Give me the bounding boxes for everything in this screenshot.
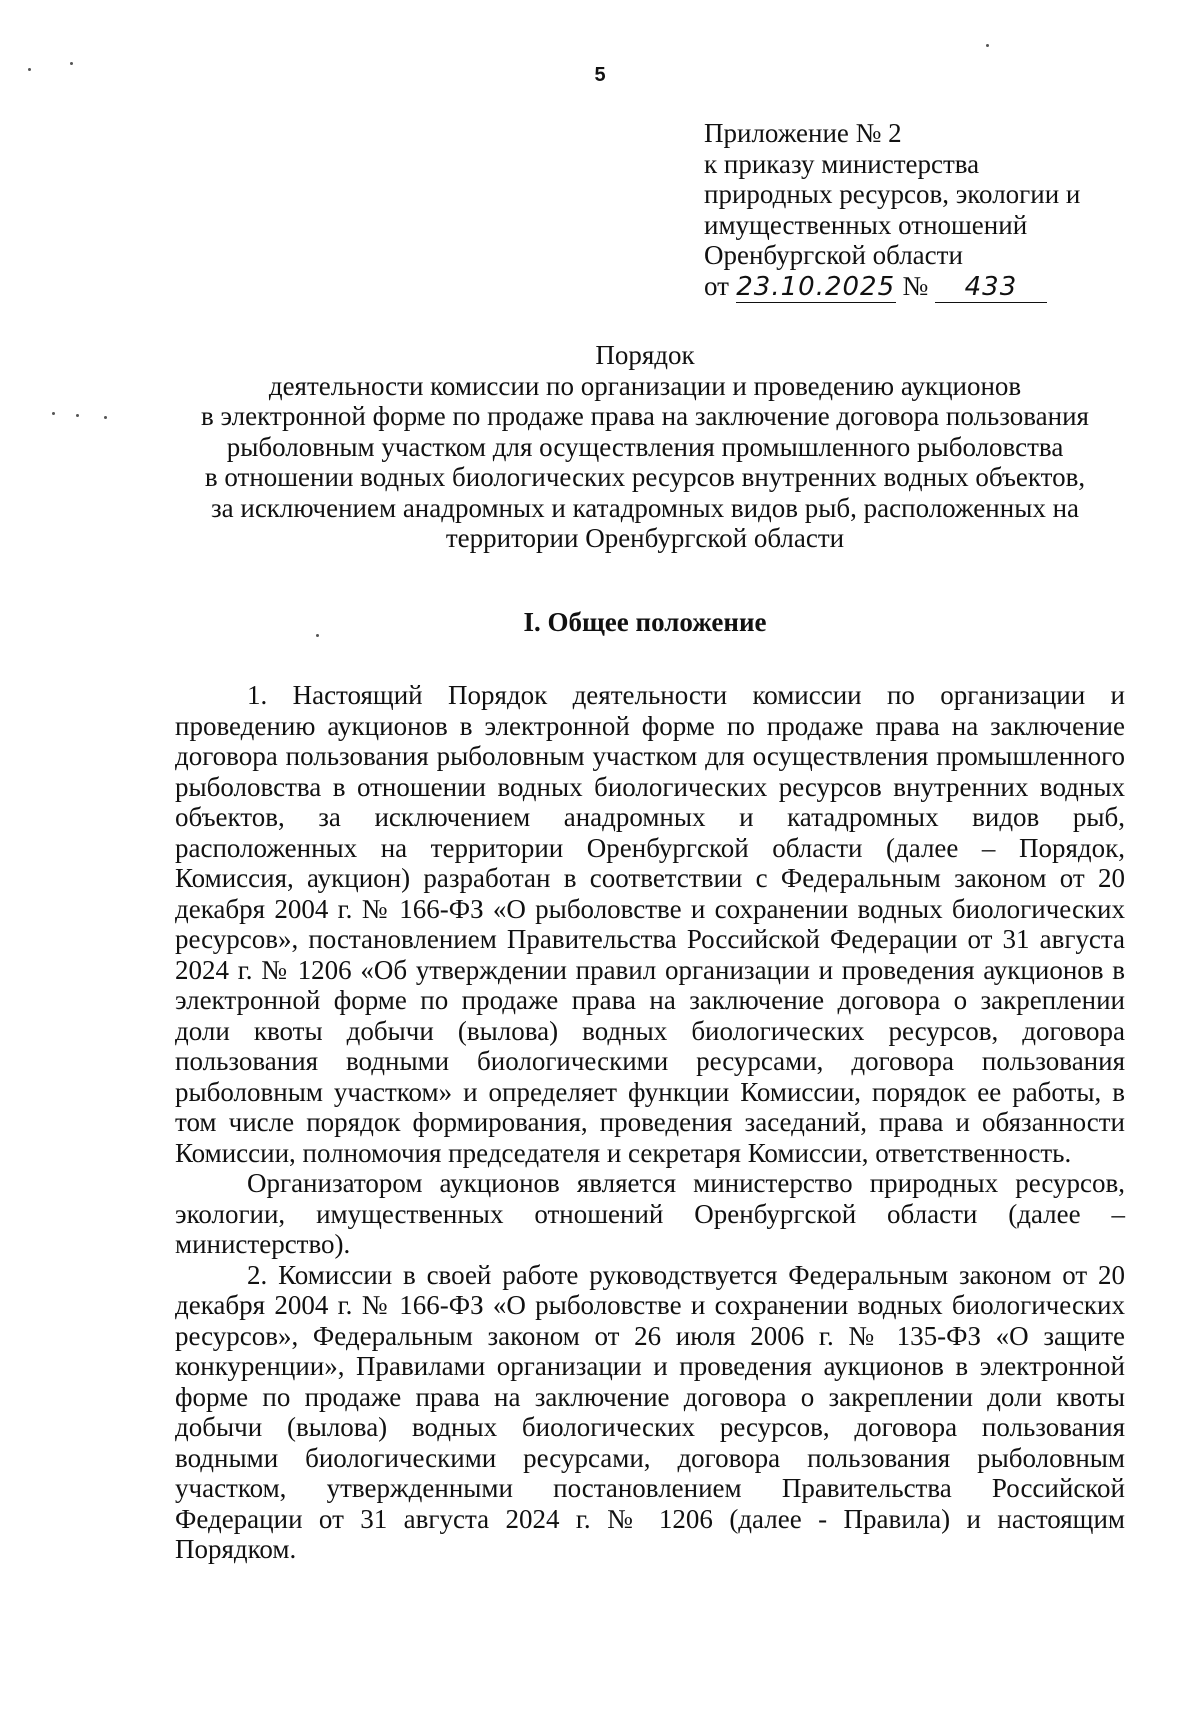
- handwritten-number: 433: [935, 272, 1047, 304]
- title-line-2: деятельности комиссии по организации и проведению аукционов: [268, 370, 1022, 401]
- title-line-3: в электронной форме по продаже права на заключение договора пользования: [201, 401, 1089, 431]
- scan-speck: [28, 68, 31, 71]
- page-number: 5: [594, 64, 606, 86]
- paragraph-3: 2. Комиссии в своей работе руководствуется Федеральным законом от 20 декабря 2004 г. № 166-ФЗ «О рыболовстве и сохранении водных биологических ресурсов», Федеральным законом от 26 июля 2006 г. № 135-ФЗ «О защите конкуренции», Правилами организации и проведения аукционов в электронной форме по продаже права на заключение договора о закреплении доли квоты добычи (вылова) водных биологических ресурсов, договора пользования водными биологическими ресурсами, договора пользования рыболовным участком, утвержденными постановлением Правительства Российской Федерации от 31 августа 2024 г. № 1206 (далее - Правила) и настоящим Порядком.: [175, 1259, 1125, 1564]
- scan-speck: [986, 44, 989, 47]
- title-line-6: за исключением анадромных и катадромных видов рыб, расположенных на: [210, 492, 1080, 523]
- number-prefix: №: [902, 270, 929, 301]
- paragraph-1: 1. Настоящий Порядок деятельности комиссии по организации и проведению аукционов в электронной форме по продаже права на заключение договора пользования рыболовным участком для осуществления промышленного рыболовства в отношении водных биологических ресурсов внутренних водных объектов, за исключением анадромных и катадромных видов рыб, расположенных на территории Оренбургской области (далее – Порядок, Комиссия, аукцион) разработан в соответствии с Федеральным законом от 20 декабря 2004 г. № 166-ФЗ «О рыболовстве и сохранении водных биологических ресурсов», постановлением Правительства Российской Федерации от 31 августа 2024 г. № 1206 «Об утверждении правил организации и проведения аукционов в электронной форме по продаже права на заключение договора о закреплении доли квоты добычи (вылова) водных биологических ресурсов, договора пользования водными биологическими ресурсами, договора пользования рыболовным участком» и определяет функции Комиссии, порядок ее работы, в том числе порядок формирования, проведения заседаний, права и обязанности Комиссии, полномочия председателя и секретаря Комиссии, ответственность.: [175, 680, 1125, 1168]
- title-line-7: территории Оренбургской области: [445, 523, 845, 553]
- section-heading: I. Общее положение: [523, 607, 767, 637]
- document-title: [160, 340, 1130, 554]
- title-line-1: Порядок: [595, 340, 695, 370]
- appendix-line-2: к приказу министерства: [704, 148, 980, 179]
- appendix-date-line: [704, 271, 1144, 304]
- title-line-5: в отношении водных биологических ресурсов внутренних водных объектов,: [204, 462, 1086, 492]
- handwritten-date: 23.10.2025: [736, 271, 896, 302]
- appendix-block: [704, 118, 1144, 303]
- scan-speck: [104, 416, 107, 419]
- scan-speck: [52, 412, 55, 415]
- title-line-4: рыболовным участком для осуществления промышленного рыболовства: [226, 431, 1064, 462]
- appendix-line-4: имущественных отношений: [704, 209, 1028, 240]
- scan-speck: [76, 414, 79, 417]
- appendix-line-3: природных ресурсов, экологии и: [704, 179, 1081, 209]
- paragraph-2: Организатором аукционов является министерство природных ресурсов, экологии, имущественных отношений Оренбургской области (далее – министерство).: [175, 1168, 1125, 1259]
- appendix-line-5: Оренбургской области: [704, 240, 963, 270]
- scan-speck: [316, 634, 319, 637]
- scan-speck: [70, 62, 73, 65]
- document-body: [175, 680, 1125, 1565]
- date-prefix: от: [704, 270, 729, 301]
- appendix-line-1: Приложение № 2: [704, 118, 902, 148]
